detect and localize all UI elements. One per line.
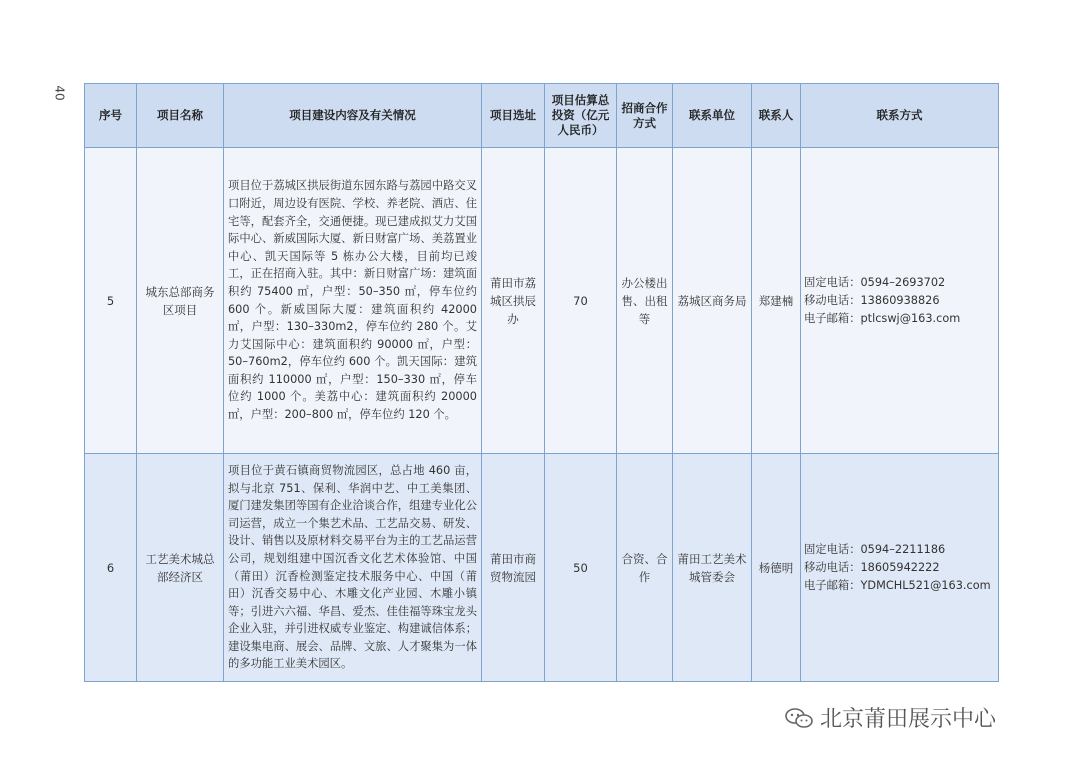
cell-mode: 合资、合作 (617, 454, 673, 682)
contact-email: 电子邮箱：YDMCHL521@163.com (804, 578, 991, 592)
watermark-text: 北京莆田展示中心 (820, 707, 997, 732)
header-row (85, 84, 999, 148)
header-location: 项目选址 (482, 84, 545, 148)
header-contact: 联系方式 (801, 84, 999, 148)
cell-content: 项目位于荔城区拱辰街道东园东路与荔园中路交叉口附近，周边设有医院、学校、养老院、酒店、住宅等，配套齐全，交通便捷。现已建成拟艾力艾国际中心、新威国际大厦、新日财富广场、美荔置业中心、凯天国际等 5 栋办公大楼，目前均已竣工，正在招商入驻。其中：新日财富广场：建筑面积约 75400 ㎡，户型：50–350 ㎡，停车位约 600 个。新威国际大厦：建筑面积约 42000 ㎡，户型：130–330m2，停车位约 280 个。艾力艾国际中心：建筑面积约 90000 ㎡，户型：50–760m2，停车位约 600 个。凯天国际：建筑面积约 110000 ㎡，户型：150–330 ㎡，停车位约 1000 个。美荔中心：建筑面积约 20000 ㎡，户型：200–800 ㎡，停车位约 120 个。 (224, 148, 482, 454)
header-mode: 招商合作方式 (617, 84, 673, 148)
cell-name: 工艺美术城总部经济区 (137, 454, 224, 682)
contact-mobile: 移动电话：18605942222 (804, 560, 940, 574)
header-name: 项目名称 (137, 84, 224, 148)
table-row (85, 454, 999, 682)
cell-investment: 70 (545, 148, 617, 454)
cell-contact (801, 454, 999, 682)
header-unit: 联系单位 (673, 84, 752, 148)
contact-phone: 固定电话：0594–2211186 (804, 542, 946, 556)
wechat-icon (784, 707, 814, 729)
cell-unit: 莆田工艺美术城管委会 (673, 454, 752, 682)
cell-person: 郑建楠 (752, 148, 801, 454)
table-row (85, 148, 999, 454)
cell-unit: 荔城区商务局 (673, 148, 752, 454)
cell-seq: 5 (85, 148, 137, 454)
header-content: 项目建设内容及有关情况 (224, 84, 482, 148)
cell-contact (801, 148, 999, 454)
projects-table (84, 83, 999, 682)
contact-email: 电子邮箱：ptlcswj@163.com (804, 311, 961, 325)
cell-seq: 6 (85, 454, 137, 682)
cell-mode: 办公楼出售、出租等 (617, 148, 673, 454)
header-investment: 项目估算总投资（亿元人民币） (545, 84, 617, 148)
contact-mobile: 移动电话：13860938826 (804, 293, 940, 307)
cell-content: 项目位于黄石镇商贸物流园区，总占地 460 亩，拟与北京 751、保利、华润中艺、中工美集团、厦门建发集团等国有企业洽谈合作，组建专业化公司运营，成立一个集艺术品、工艺品交易、研发、设计、销售以及原材料交易平台为主的工艺品运营公司，规划组建中国沉香文化艺术体验馆、中国（莆田）沉香检测鉴定技术服务中心、中国（莆田）沉香交易中心、木雕文化产业园、木雕小镇等；引进六六福、华昌、爱杰、佳佳福等珠宝龙头企业入驻，并引进权威专业鉴定、构建诚信体系；建设集电商、展会、品牌、文旅、人才聚集为一体的多功能工业美术园区。 (224, 454, 482, 682)
contact-phone: 固定电话：0594–2693702 (804, 275, 946, 289)
cell-name: 城东总部商务区项目 (137, 148, 224, 454)
header-seq: 序号 (85, 84, 137, 148)
cell-person: 杨德明 (752, 454, 801, 682)
page-number: 40 (52, 85, 67, 101)
header-person: 联系人 (752, 84, 801, 148)
watermark (784, 702, 996, 733)
cell-location: 莆田市荔城区拱辰办 (482, 148, 545, 454)
cell-investment: 50 (545, 454, 617, 682)
cell-location: 莆田市商贸物流园 (482, 454, 545, 682)
